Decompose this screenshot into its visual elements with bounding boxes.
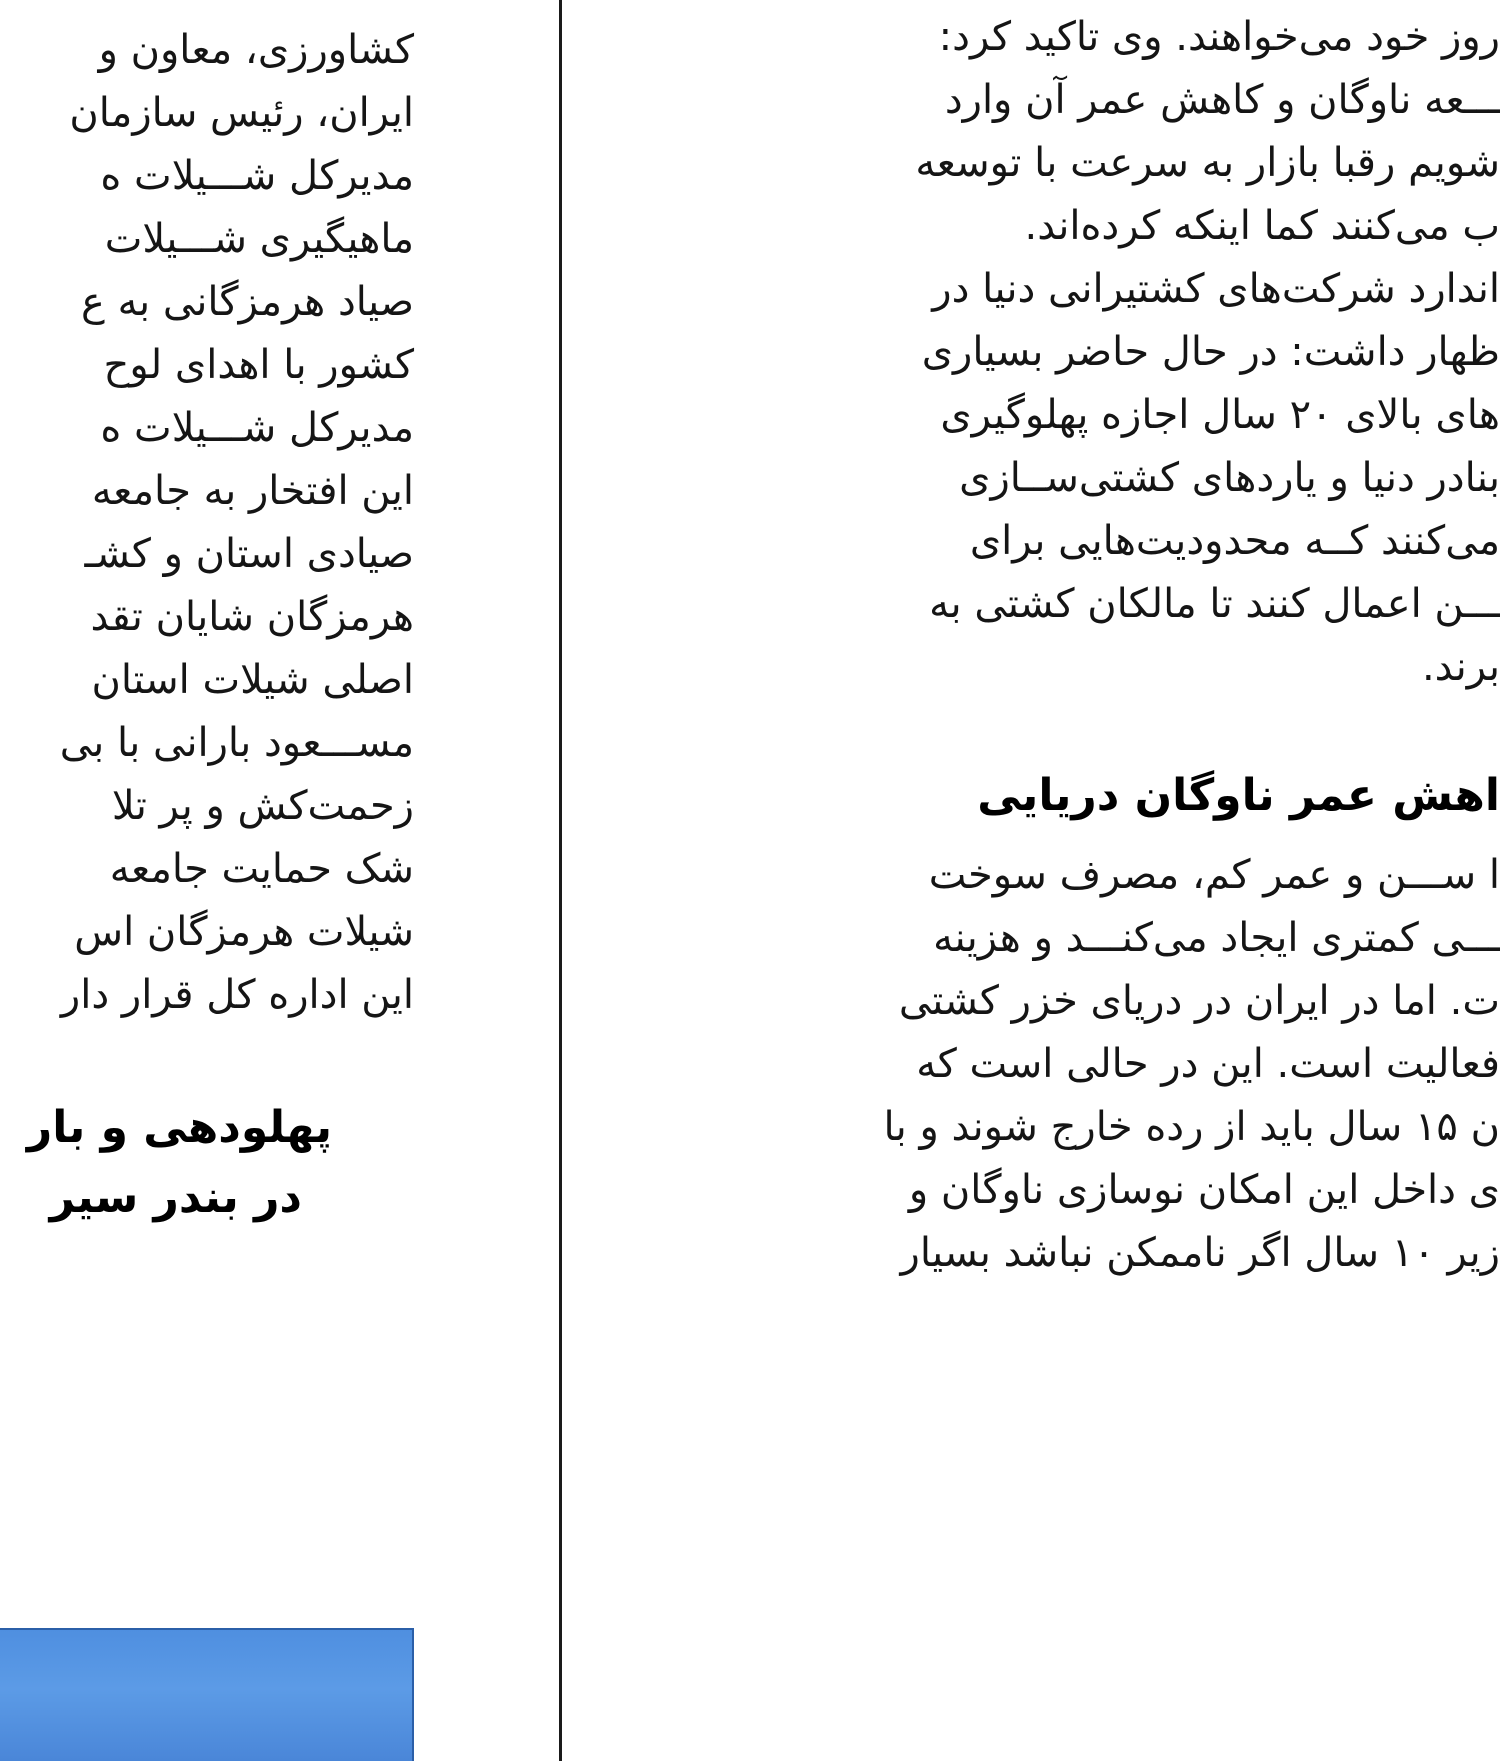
text-line: شک حمایت جامعه — [109, 846, 414, 892]
section-heading: در بندر سیر — [49, 1172, 302, 1223]
text-line: زحمت‌کش و پر تلا — [111, 783, 414, 829]
text-line: ن ۱۵ سال باید از رده خارج شوند و با — [883, 1104, 1500, 1150]
text-line: شیلات هرمزگان اس — [74, 909, 414, 955]
text-line: زیر ۱۰ سال اگر ناممکن نباشد بسیار — [900, 1230, 1500, 1276]
text-line: اصلی شیلات استان — [91, 657, 414, 703]
text-line: کشور با اهدای لوح — [103, 342, 414, 388]
column-divider — [559, 0, 562, 1761]
text-line: روز خود می‌خواهند. وی تاکید کرد: — [938, 14, 1500, 60]
text-line: ایران، رئیس سازمان — [69, 90, 414, 136]
text-line: این افتخار به جامعه — [91, 468, 414, 514]
text-line: ماهیگیری شـــیلات — [104, 216, 414, 262]
text-line: هرمزگان شایان تقد — [90, 594, 414, 640]
text-line: ـــی کمتری ایجاد می‌کنـــد و هزینه — [933, 915, 1500, 961]
text-line: فعالیت است. این در حالی است که — [916, 1041, 1500, 1087]
text-line: صیادی استان و کشـ — [84, 531, 414, 577]
text-line: ا ســـن و عمر کم، مصرف سوخت — [928, 852, 1500, 898]
text-line: برند. — [1421, 644, 1500, 690]
text-line: بنادر دنیا و یاردهای کشتی‌ســازی — [959, 455, 1500, 501]
section-heading: پهلودهی و بار — [26, 1102, 332, 1153]
text-line: مدیرکل شـــیلات ه — [100, 153, 414, 199]
section-heading: اهش عمر ناوگان دریایی — [977, 770, 1500, 821]
text-line: ظهار داشت: در حال حاضر بسیاری — [921, 329, 1500, 375]
text-line: شویم رقبا بازار به سرعت با توسعه — [915, 140, 1500, 186]
text-line: مســـعود بارانی با بی — [59, 720, 414, 766]
text-line: اندارد شرکت‌های کشتیرانی دنیا در — [932, 266, 1500, 312]
text-line: می‌کنند کــه محدودیت‌هایی برای — [969, 518, 1500, 564]
text-line: ـــن اعمال کنند تا مالکان کشتی به — [929, 581, 1500, 627]
text-line: های بالای ۲۰ سال اجازه پهلوگیری — [940, 392, 1500, 438]
text-line: ب می‌کنند کما اینکه کرده‌اند. — [1024, 203, 1500, 249]
text-line: ـــعه ناوگان و کاهش عمر آن وارد — [944, 77, 1500, 123]
photo — [0, 1628, 414, 1761]
text-line: ت. اما در ایران در دریای خزر کشتی — [898, 978, 1500, 1024]
text-line: ی داخل این امکان نوسازی ناوگان و — [908, 1167, 1500, 1213]
text-line: صیاد هرمزگانی به ع — [81, 279, 414, 325]
text-line: این اداره کل قرار دار — [60, 972, 414, 1018]
text-line: کشاورزی، معاون و — [98, 27, 414, 73]
text-line: مدیرکل شـــیلات ه — [100, 405, 414, 451]
